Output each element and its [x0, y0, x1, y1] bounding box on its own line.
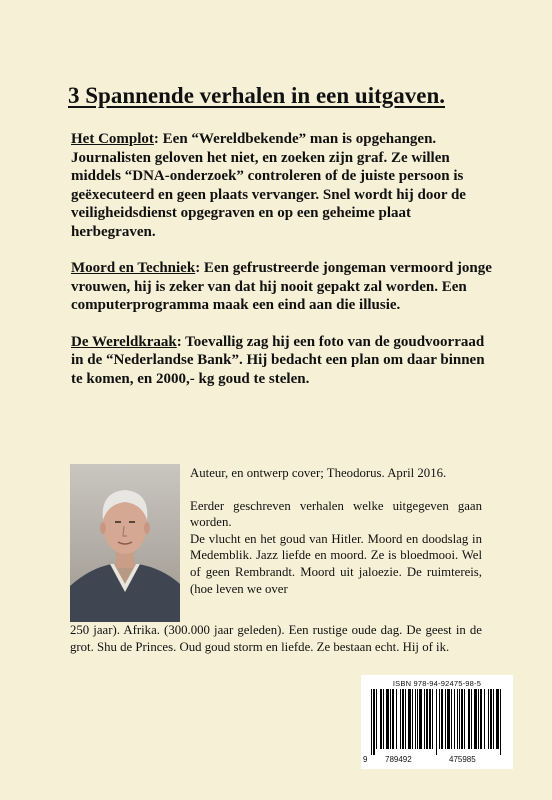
barcode-bar: [390, 689, 391, 749]
story-name: Moord en Techniek: [71, 260, 196, 276]
story-text: : Een “Wereldbekende” man is opgehangen. Journalisten geloven het niet, en zoeken zijn graf. Ze willen middels “DNA-onderzoek” controleren of de juiste persoon is geëxecuteerd en geen plaats vervanger. Snel wordt hij door de veiligheidsdienst opgegraven en op een geheime plaat herbegraven.: [71, 131, 466, 240]
barcode-bar: [419, 689, 422, 749]
bio-story-list-continued: 250 jaar). Afrika. (300.000 jaar geleden). Een rustige oude dag. De geest in de grot. Shu de Princes. Oud goud storm en liefde. Ze bestaan echt. Hij of ik.: [70, 623, 482, 654]
story-name: Het Complot: [71, 131, 154, 147]
cover-title: 3 Spannende verhalen in een uitgaven.: [68, 83, 445, 108]
barcode-bar: [496, 689, 499, 749]
barcode-bar: [396, 689, 397, 749]
barcode-bar: [439, 689, 440, 749]
barcode-bar: [459, 689, 460, 749]
barcode-bar: [402, 689, 404, 749]
story-de-wereldkraak: [71, 333, 499, 389]
author-line: Auteur, en ontwerp cover; Theodorus. April 2016.: [190, 466, 447, 480]
barcode-bar: [405, 689, 406, 749]
barcode-bar: [464, 689, 465, 749]
barcode-bar: [376, 689, 377, 749]
barcode-bar: [417, 689, 418, 749]
barcode-bar: [445, 689, 446, 749]
barcode-bar: [454, 689, 455, 749]
story-het-complot: [71, 130, 499, 241]
barcode-bar: [471, 689, 472, 749]
barcode-bar: [436, 689, 437, 755]
barcode-bar: [493, 689, 494, 749]
barcode-bar: [447, 689, 450, 749]
author-bio: [190, 465, 482, 597]
isbn-barcode: [361, 675, 513, 769]
barcode-bar: [484, 689, 485, 749]
barcode-bar: [415, 689, 416, 749]
barcode-bar: [457, 689, 458, 749]
isbn-label: ISBN 978-94-92475-98-5: [392, 679, 482, 688]
barcode-bar: [383, 689, 384, 749]
story-text: : Toevallig zag hij een foto van de goudvoorraad in de “Nederlandse Bank”. Hij bedacht een plan om daar binnen te komen, en 2000,- kg goud te stelen.: [71, 333, 485, 387]
story-text: : Een gefrustreerde jongeman vermoord jonge vrouwen, hij is zeker van dat hij nooit gepakt zal worden. Een computerprogramma maak een eind aan die illusie.: [71, 260, 492, 313]
barcode-bar: [474, 689, 477, 749]
barcode-bar: [408, 689, 411, 749]
barcode-bar: [461, 689, 463, 749]
bio-intro: Eerder geschreven verhalen welke uitgegeven gaan worden.: [190, 498, 482, 530]
barcode-bar: [488, 689, 489, 749]
barcode-bar: [500, 689, 501, 755]
barcode-bar: [429, 689, 431, 749]
barcode-bar: [424, 689, 425, 749]
story-name: De Wereldkraak: [71, 333, 177, 350]
ean-left-digits: 789492: [385, 755, 412, 764]
barcode-bar: [480, 689, 482, 749]
ean-first-digit: 9: [363, 755, 368, 764]
barcode-bar: [373, 689, 375, 755]
barcode-bar: [478, 689, 479, 749]
barcode-bar: [432, 689, 433, 749]
barcode-bar: [468, 689, 470, 749]
barcode-bars: [367, 689, 507, 755]
barcode-bar: [386, 689, 389, 749]
barcode-bar: [380, 689, 382, 749]
story-moord-en-techniek: [71, 259, 499, 315]
barcode-bar: [451, 689, 452, 749]
barcode-bar: [400, 689, 401, 749]
barcode-bar: [490, 689, 492, 749]
ean-right-digits: 475985: [449, 755, 476, 764]
story-list: [71, 130, 499, 406]
barcode-bar: [392, 689, 394, 749]
barcode-bar: [412, 689, 413, 749]
barcode-bar: [426, 689, 428, 749]
bio-story-list: De vlucht en het goud van Hitler. Moord en doodslag in Medemblik. Jazz liefde en moord. Ze is bloedmooi. Wel of geen Rembrandt. Moord uit jaloezie. De ruimtereis, (hoe leven we over: [190, 531, 482, 596]
barcode-bar: [441, 689, 443, 749]
barcode-bar: [371, 689, 372, 755]
author-photo: [70, 464, 180, 622]
